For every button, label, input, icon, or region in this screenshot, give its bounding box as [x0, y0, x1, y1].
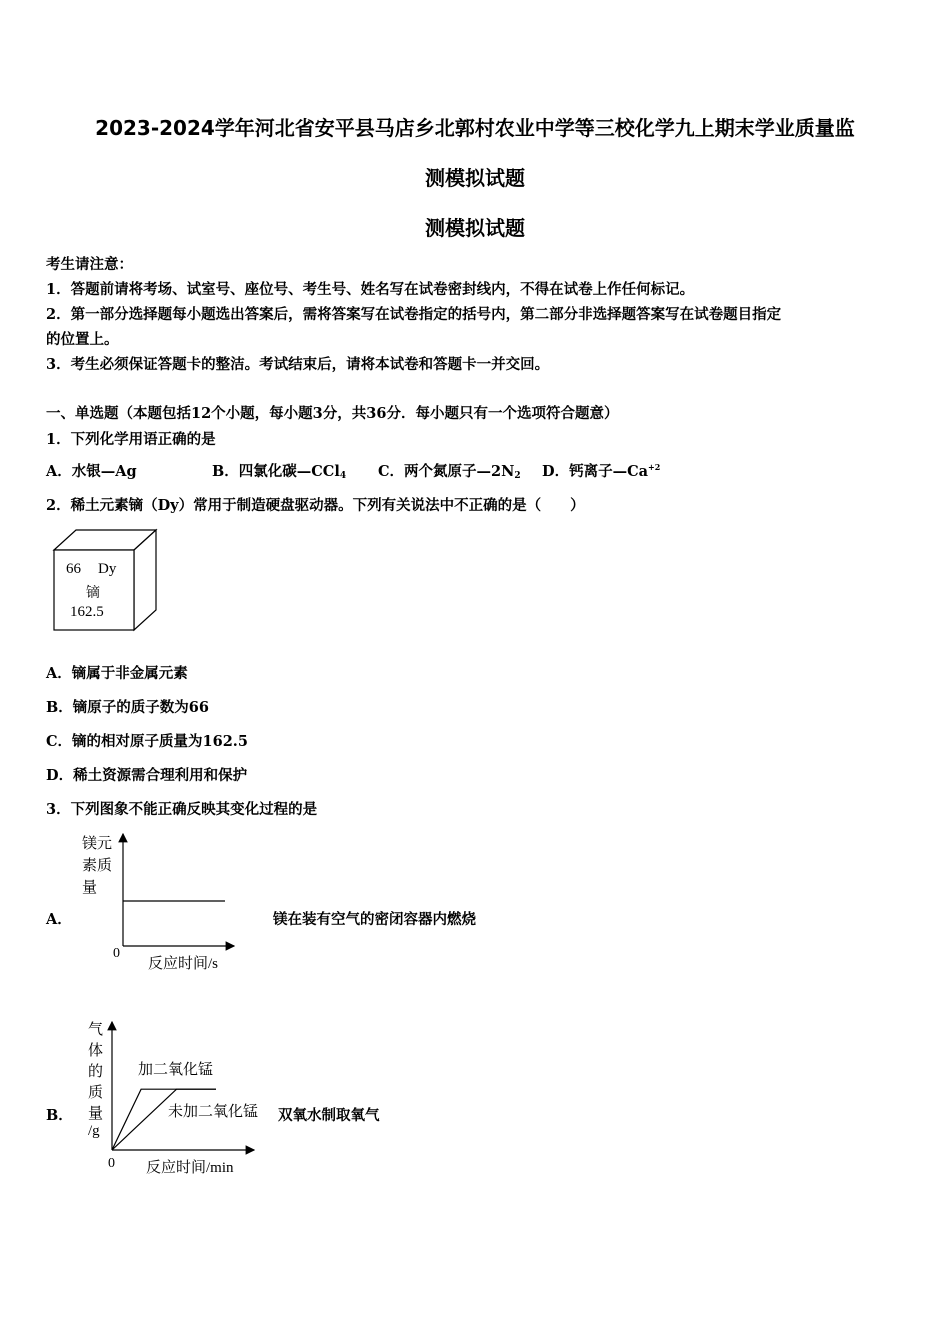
- q1-option-c: C．两个氮原子$—2N_2$: [378, 463, 521, 481]
- element-tile-dysprosium: [48, 528, 160, 632]
- chart-b-ylabel-6: /g: [88, 1123, 100, 1139]
- chart-b-ylabel-4: 质: [88, 1085, 104, 1101]
- q2-option-d: D．稀土资源需合理利用和保护: [46, 767, 248, 784]
- notice-item-2: 2．第一部分选择题每小题选出答案后，需将答案写在试卷指定的括号内，第二部分非选择题答案写在试卷题目指定: [46, 306, 782, 323]
- q1-option-b: B．四氯化碳—CCl$_4$: [212, 463, 347, 481]
- notice-heading: 考生请注意：: [46, 256, 133, 273]
- chart-b-series-label-1: 加二氧化锰: [138, 1062, 214, 1078]
- chart-a-ylabel-3: 量: [82, 880, 98, 896]
- q1-option-a: A．水银—Ag: [46, 463, 137, 480]
- chart-a-origin: 0: [113, 946, 120, 961]
- q2-option-c: C．镝的相对原子质量为162.5: [46, 733, 248, 750]
- chart-a: [78, 832, 248, 974]
- section-heading: 一、单选题（本题包括12个小题，每小题3分，共36分．每小题只有一个选项符合题意）: [46, 405, 619, 422]
- notice-item-3: 3．考生必须保证答题卡的整洁。考试结束后，请将本试卷和答题卡一并交回。: [46, 356, 550, 373]
- element-mass: 162.5: [70, 604, 104, 620]
- chart-b-ylabel-3: 的: [88, 1064, 104, 1080]
- chart-a-xlabel: 反应时间/s: [148, 956, 219, 972]
- chart-a-ylabel-1: 镁元: [82, 836, 113, 852]
- page-title-line-2: 测模拟试题: [425, 166, 525, 190]
- question-3-stem: 3．下列图象不能正确反映其变化过程的是: [46, 801, 318, 818]
- q2-option-b: B．镝原子的质子数为66: [46, 699, 209, 716]
- page-title-line-1: 2023-2024学年河北省安平县马店乡北郭村农业中学等三校化学九上期末学业质量监: [95, 116, 855, 140]
- chart-a-ylabel-2: 素质: [82, 858, 113, 874]
- page-title-line-3: 测模拟试题: [425, 216, 525, 240]
- q2-option-a: A．镝属于非金属元素: [46, 665, 188, 682]
- chart-b-ylabel-5: 量: [88, 1106, 104, 1122]
- chart-b: [84, 1018, 284, 1180]
- q3-option-b-label: B．: [46, 1107, 73, 1124]
- notice-item-1: 1．答题前请将考场、试室号、座位号、考生号、姓名写在试卷密封线内，不得在试卷上作任何标记。: [46, 281, 695, 298]
- q3-option-a-desc: 镁在装有空气的密闭容器内燃烧: [273, 911, 476, 928]
- notice-item-2-cont: 的位置上。: [46, 331, 119, 348]
- q3-option-b-desc: 双氧水制取氧气: [278, 1107, 380, 1124]
- chart-b-xlabel: 反应时间/min: [146, 1160, 234, 1176]
- q3-option-a-label: A．: [46, 911, 72, 928]
- element-symbol: Dy: [98, 561, 117, 577]
- q1-option-d: D．钙离子$—Ca^{+2}$: [542, 462, 661, 480]
- chart-b-series-label-2: 未加二氧化锰: [168, 1104, 259, 1120]
- chart-b-ylabel-2: 体: [88, 1043, 104, 1059]
- question-2-stem: 2．稀土元素镝（Dy）常用于制造硬盘驱动器。下列有关说法中不正确的是（ ）: [46, 497, 585, 514]
- question-1-stem: 1．下列化学用语正确的是: [46, 431, 216, 448]
- chart-b-origin: 0: [108, 1156, 115, 1171]
- chart-b-ylabel-1: 气: [88, 1022, 104, 1038]
- element-name: 镝: [86, 585, 100, 601]
- element-atomic-number: 66: [66, 561, 81, 577]
